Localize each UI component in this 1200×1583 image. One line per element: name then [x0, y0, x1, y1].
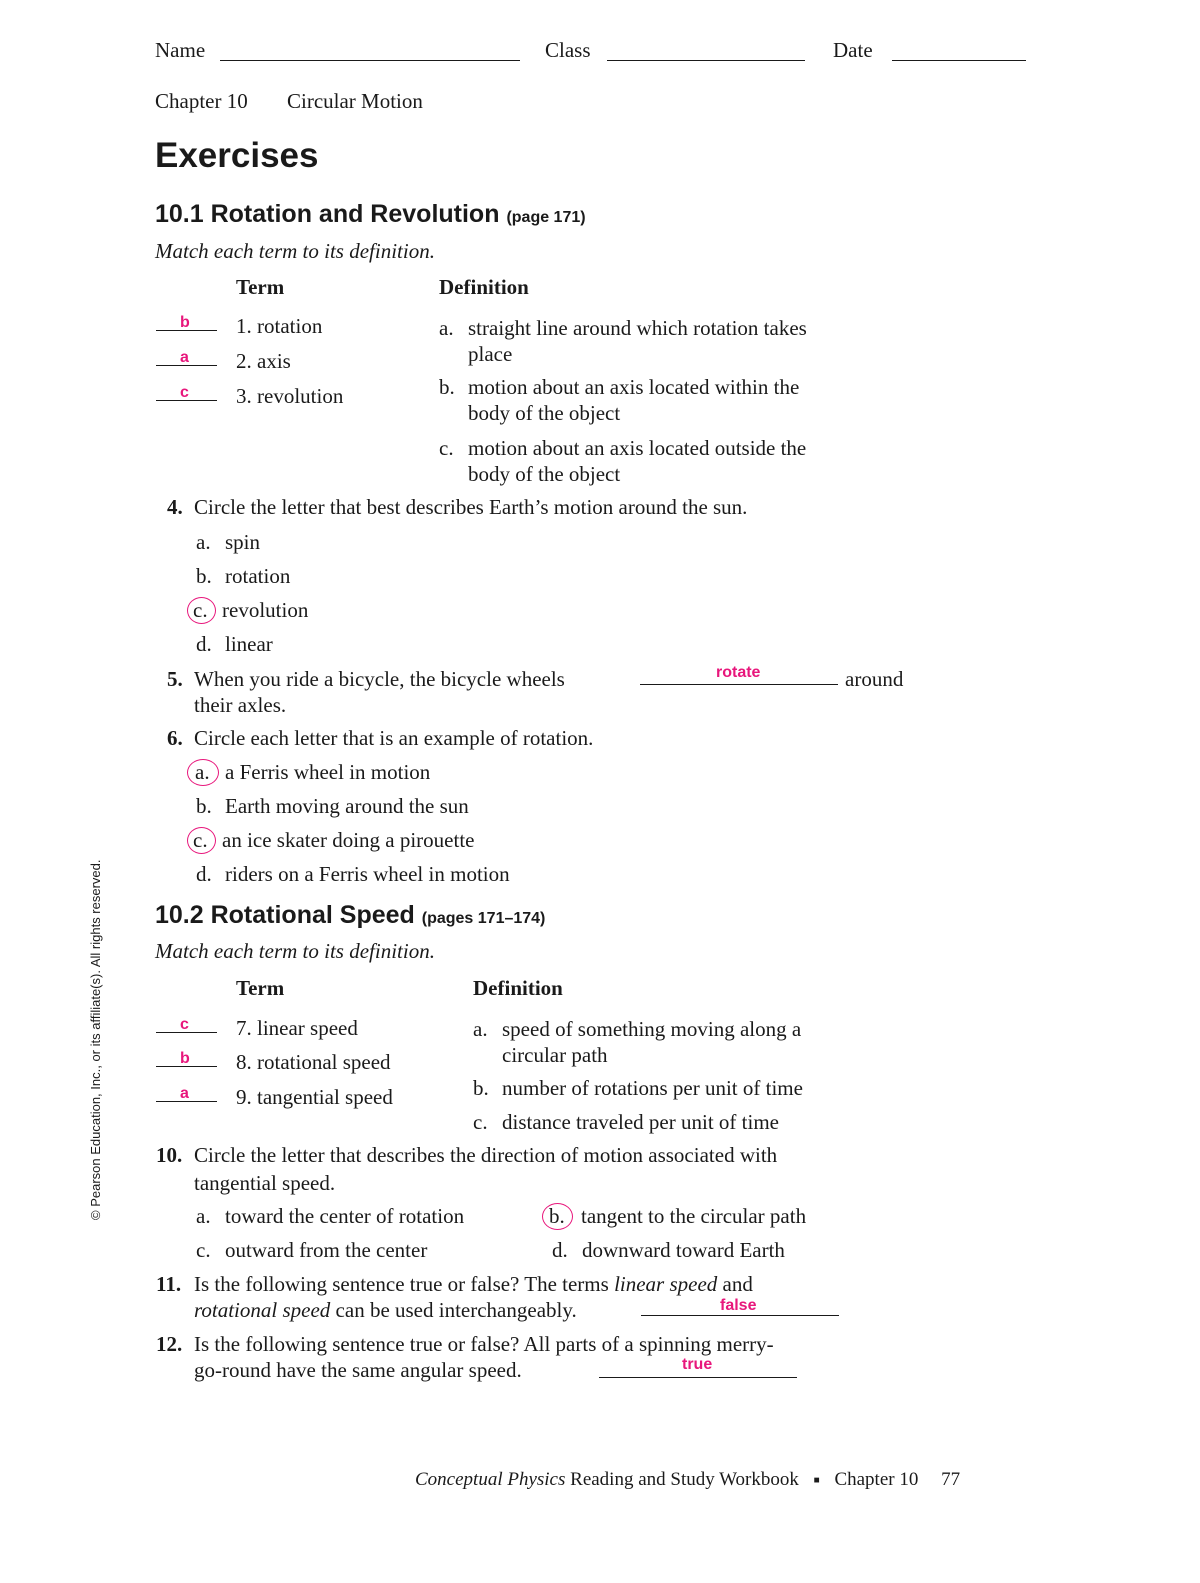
question-text-cont	[194, 1298, 577, 1323]
question-text-cont: their axles.	[194, 693, 287, 717]
answer-text: a	[180, 1085, 189, 1102]
option-letter: c.	[193, 828, 208, 852]
section-title: 10.2 Rotational Speed	[155, 901, 415, 929]
definition-text-cont: circular path	[502, 1043, 608, 1067]
term-item: 7. linear speed	[236, 1016, 358, 1040]
question-text-part: can be used interchangeably.	[330, 1298, 577, 1322]
question-text: Circle each letter that is an example of rotation.	[194, 726, 594, 750]
footer-bullet: ■	[813, 1475, 820, 1487]
question-text: Is the following sentence true or false? All parts of a spinning merry-	[194, 1332, 774, 1356]
date-field[interactable]	[892, 60, 1026, 61]
footer-book-title: Conceptual Physics	[415, 1469, 566, 1490]
answer-blank[interactable]	[599, 1377, 797, 1378]
definition-letter: a.	[439, 316, 454, 340]
name-field[interactable]	[220, 60, 520, 61]
answer-text: false	[720, 1297, 757, 1314]
definition-text: distance traveled per unit of time	[502, 1110, 779, 1134]
section-title: 10.1 Rotation and Revolution	[155, 200, 500, 228]
term-item: 3. revolution	[236, 384, 344, 408]
definition-header: Definition	[439, 275, 529, 299]
option-letter: a.	[195, 760, 210, 784]
option-text: linear	[225, 632, 273, 656]
definition-text: straight line around which rotation takes	[468, 316, 807, 340]
option-text: an ice skater doing a pirouette	[222, 828, 475, 852]
question-number: 11.	[156, 1272, 182, 1296]
option-letter: b.	[196, 794, 212, 818]
answer-blank[interactable]	[640, 684, 838, 685]
term-item: 9. tangential speed	[236, 1085, 393, 1109]
instruction: Match each term to its definition.	[155, 239, 435, 263]
date-label: Date	[833, 38, 873, 62]
term-header: Term	[236, 275, 285, 299]
definition-letter: c.	[439, 436, 454, 460]
option-letter: d.	[196, 632, 212, 656]
option-text: riders on a Ferris wheel in motion	[225, 862, 510, 886]
name-label: Name	[155, 38, 206, 62]
definition-letter: a.	[473, 1017, 488, 1041]
option-text: spin	[225, 530, 261, 554]
definition-header: Definition	[473, 976, 563, 1000]
option-text: toward the center of rotation	[225, 1204, 465, 1228]
answer-text: c	[180, 1016, 189, 1033]
question-text: When you ride a bicycle, the bicycle wheels	[194, 667, 565, 691]
answer-text: a	[180, 349, 189, 366]
option-text: outward from the center	[225, 1238, 428, 1262]
option-text: tangent to the circular path	[581, 1204, 807, 1228]
answer-text: rotate	[716, 664, 761, 681]
option-text: Earth moving around the sun	[225, 794, 469, 818]
definition-text-cont: body of the object	[468, 401, 621, 425]
page-number: 77	[941, 1469, 961, 1490]
question-number: 4.	[167, 495, 183, 519]
chapter-title: Circular Motion	[287, 89, 423, 113]
definition-text: speed of something moving along a	[502, 1017, 802, 1041]
question-text	[194, 1272, 753, 1297]
definition-text-cont: body of the object	[468, 462, 621, 486]
definition-letter: b.	[473, 1076, 489, 1100]
term-item: 8. rotational speed	[236, 1050, 391, 1074]
term-header: Term	[236, 976, 285, 1000]
term-item: 2. axis	[236, 349, 291, 373]
answer-text: c	[180, 384, 189, 401]
question-text-after: around	[845, 667, 904, 691]
option-text: rotation	[225, 564, 291, 588]
section-heading	[155, 901, 545, 930]
option-letter: a.	[196, 1204, 211, 1228]
definition-text: number of rotations per unit of time	[502, 1076, 803, 1100]
answer-text: b	[180, 314, 190, 331]
option-text: a Ferris wheel in motion	[225, 760, 431, 784]
question-number: 5.	[167, 667, 183, 691]
term-emphasis: linear speed	[614, 1272, 718, 1296]
class-label: Class	[545, 38, 591, 62]
term-item: 1. rotation	[236, 314, 323, 338]
question-text-part: Is the following sentence true or false? The terms	[194, 1272, 615, 1296]
question-number: 12.	[156, 1332, 183, 1356]
definition-letter: b.	[439, 375, 455, 399]
page-title: Exercises	[155, 136, 319, 175]
definition-text-cont: place	[468, 342, 513, 366]
option-letter: b.	[196, 564, 212, 588]
copyright-notice: © Pearson Education, Inc., or its affiliate(s). All rights reserved.	[88, 859, 103, 1220]
answer-text: b	[180, 1050, 190, 1067]
section-page-ref: (page 171)	[506, 209, 586, 226]
answer-text: true	[682, 1356, 713, 1373]
option-letter: c.	[193, 598, 208, 622]
question-text-part: and	[717, 1272, 753, 1296]
question-number: 6.	[167, 726, 183, 750]
chapter-number: Chapter 10	[155, 89, 248, 113]
question-text-cont: tangential speed.	[194, 1171, 336, 1195]
option-text: revolution	[222, 598, 309, 622]
instruction: Match each term to its definition.	[155, 939, 435, 963]
option-letter: d.	[552, 1238, 568, 1262]
definition-text: motion about an axis located within the	[468, 375, 800, 399]
class-field[interactable]	[607, 60, 805, 61]
footer-chapter: Chapter 10	[834, 1469, 919, 1490]
option-letter: c.	[196, 1238, 211, 1262]
option-letter: d.	[196, 862, 212, 886]
section-page-ref: (pages 171–174)	[421, 910, 546, 927]
term-emphasis: rotational speed	[194, 1298, 331, 1322]
footer-book-subtitle: Reading and Study Workbook	[570, 1469, 799, 1490]
option-letter: a.	[196, 530, 211, 554]
answer-blank[interactable]	[641, 1315, 839, 1316]
option-letter: b.	[549, 1204, 565, 1228]
question-text: Circle the letter that best describes Earth’s motion around the sun.	[194, 495, 748, 519]
definition-text: motion about an axis located outside the	[468, 436, 807, 460]
section-heading	[155, 200, 586, 229]
footer	[415, 1469, 960, 1491]
option-text: downward toward Earth	[582, 1238, 785, 1262]
question-number: 10.	[156, 1143, 183, 1167]
definition-letter: c.	[473, 1110, 488, 1134]
question-text: Circle the letter that describes the direction of motion associated with	[194, 1143, 778, 1167]
question-text-cont: go-round have the same angular speed.	[194, 1358, 522, 1382]
